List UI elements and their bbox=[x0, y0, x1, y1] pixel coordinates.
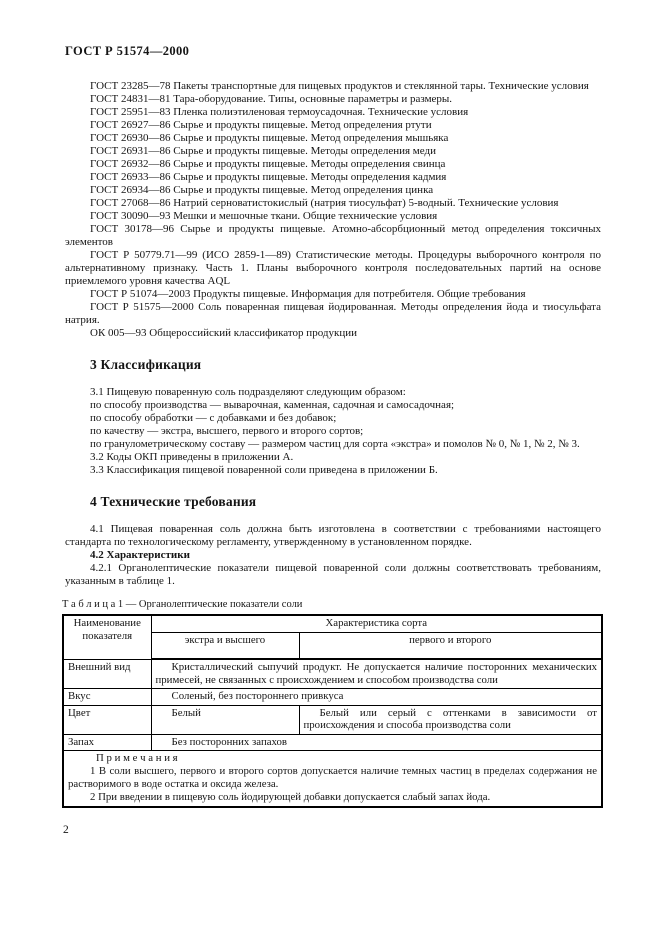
reference-paragraph: ГОСТ 24831—81 Тара-оборудование. Типы, основные параметры и размеры. bbox=[90, 93, 453, 105]
row-value-taste: Соленый, без постороннего привкуса bbox=[151, 689, 602, 706]
reference-paragraph: ГОСТ 26930—86 Сырье и продукты пищевые. Метод определения мышьяка bbox=[90, 132, 449, 144]
row-name-color: Цвет bbox=[63, 705, 151, 734]
page-number: 2 bbox=[63, 824, 69, 836]
header-cell-grade-characteristic: Характеристика сорта bbox=[151, 615, 602, 632]
section-4-body bbox=[65, 523, 601, 588]
section-4-paragraph: 4.1 Пищевая поваренная соль должна быть изготовлена в соответствии с требованиями настоящего стандарта по технологическому регламенту, утвержденному в установленном порядке. bbox=[65, 523, 601, 548]
reference-paragraph: ГОСТ 26934—86 Сырье и продукты пищевые. Метод определения цинка bbox=[90, 184, 434, 196]
table-header-row bbox=[63, 615, 602, 632]
section-3-paragraph: по способу обработки — с добавками и без добавок; bbox=[90, 412, 337, 424]
row-name-taste: Вкус bbox=[63, 689, 151, 706]
row-name-odor: Запах bbox=[63, 734, 151, 751]
table-row bbox=[63, 689, 602, 706]
section-3-paragraph: по качеству — экстра, высшего, первого и второго сортов; bbox=[90, 425, 364, 437]
reference-paragraph: ГОСТ 26933—86 Сырье и продукты пищевые. Методы определения кадмия bbox=[90, 171, 447, 183]
reference-paragraph: ГОСТ 25951—83 Пленка полиэтиленовая термоусадочная. Технические условия bbox=[90, 106, 469, 118]
row-value-color-extra: Белый bbox=[151, 705, 299, 734]
reference-paragraph: ГОСТ 23285—78 Пакеты транспортные для пищевых продуктов и стеклянной тары. Технические условия bbox=[90, 80, 589, 92]
section-3-paragraph: по способу производства — выварочная, каменная, садочная и самосадочная; bbox=[90, 399, 455, 411]
reference-paragraph: ГОСТ Р 51575—2000 Соль поваренная пищевая йодированная. Методы определения йода и тиосульфата натрия. bbox=[65, 301, 601, 326]
table-row bbox=[63, 659, 602, 689]
reference-paragraph: ГОСТ Р 50779.71—99 (ИСО 2859-1—89) Статистические методы. Процедуры выборочного контроля по альтернативному признаку. Часть 1. Планы выборочного контроля последовательных партий на основе приемлемого уровня качества AQL bbox=[65, 249, 601, 287]
section-3-heading: 3 Классификация bbox=[90, 357, 202, 372]
reference-paragraph: ГОСТ 26932—86 Сырье и продукты пищевые. Методы определения свинца bbox=[90, 158, 446, 170]
section-3-paragraph: 3.2 Коды ОКП приведены в приложении А. bbox=[90, 451, 294, 463]
reference-paragraph: ГОСТ 26927—86 Сырье и продукты пищевые. Метод определения ртути bbox=[90, 119, 432, 131]
section-4-subheading: 4.2 Характеристики bbox=[90, 549, 190, 561]
header-cell-indicator-name: Наименование показателя bbox=[63, 615, 151, 659]
note-item: 1 В соли высшего, первого и второго сортов допускается наличие темных частиц в пределах содержания не растворимого в воде остатка и оксида железа. bbox=[68, 765, 597, 790]
section-3-body bbox=[65, 386, 601, 477]
notes-cell bbox=[63, 751, 602, 808]
table-caption: Т а б л и ц а 1 — Органолептические показатели соли bbox=[62, 599, 303, 610]
reference-paragraph: ГОСТ 27068—86 Натрий серноватистокислый (натрия тиосульфат) 5-водный. Технические условия bbox=[90, 197, 559, 209]
subheader-cell-extra-highest: экстра и высшего bbox=[151, 632, 299, 659]
note-item: 2 При введении в пищевую соль йодирующей добавки допускается слабый запах йода. bbox=[90, 791, 491, 803]
organoleptic-table bbox=[62, 614, 603, 808]
reference-paragraph: ГОСТ 30090—93 Мешки и мешочные ткани. Общие технические условия bbox=[90, 210, 438, 222]
section-3-paragraph: 3.1 Пищевую поваренную соль подразделяют следующим образом: bbox=[90, 386, 406, 398]
reference-paragraph: ГОСТ 26931—86 Сырье и продукты пищевые. Методы определения меди bbox=[90, 145, 436, 157]
row-value-color-first-second: Белый или серый с оттенками в зависимости от происхождения и способа производства соли bbox=[299, 705, 602, 734]
reference-paragraph: ОК 005—93 Общероссийский классификатор продукции bbox=[90, 327, 357, 339]
table-row bbox=[63, 705, 602, 734]
row-value-odor: Без посторонних запахов bbox=[151, 734, 602, 751]
section-4-heading: 4 Технические требования bbox=[90, 494, 257, 509]
section-4-paragraph: 4.2.1 Органолептические показатели пищевой поваренной соли должны соответствовать требованиям, указанным в таблице 1. bbox=[65, 562, 601, 587]
table-row bbox=[63, 734, 602, 751]
doc-number-header: ГОСТ Р 51574—2000 bbox=[65, 44, 190, 58]
references-section bbox=[65, 80, 601, 340]
table-notes-row bbox=[63, 751, 602, 808]
row-name-appearance: Внешний вид bbox=[63, 659, 151, 689]
section-3-paragraph: 3.3 Классификация пищевой поваренной соли приведена в приложении Б. bbox=[90, 464, 438, 476]
reference-paragraph: ГОСТ 30178—96 Сырье и продукты пищевые. Атомно-абсорбционный метод определения токсичных элементов bbox=[65, 223, 601, 248]
reference-paragraph: ГОСТ Р 51074—2003 Продукты пищевые. Информация для потребителя. Общие требования bbox=[90, 288, 526, 300]
notes-title: П р и м е ч а н и я bbox=[96, 752, 178, 764]
subheader-cell-first-second: первого и второго bbox=[299, 632, 602, 659]
row-value-appearance: Кристаллический сыпучий продукт. Не допускается наличие посторонних механических примесей, не связанных с происхождением и способом производства соли bbox=[151, 659, 602, 689]
section-3-paragraph: по гранулометрическому составу — размером частиц для сорта «экстра» и помолов № 0, № 1, № 2, № 3. bbox=[90, 438, 580, 450]
